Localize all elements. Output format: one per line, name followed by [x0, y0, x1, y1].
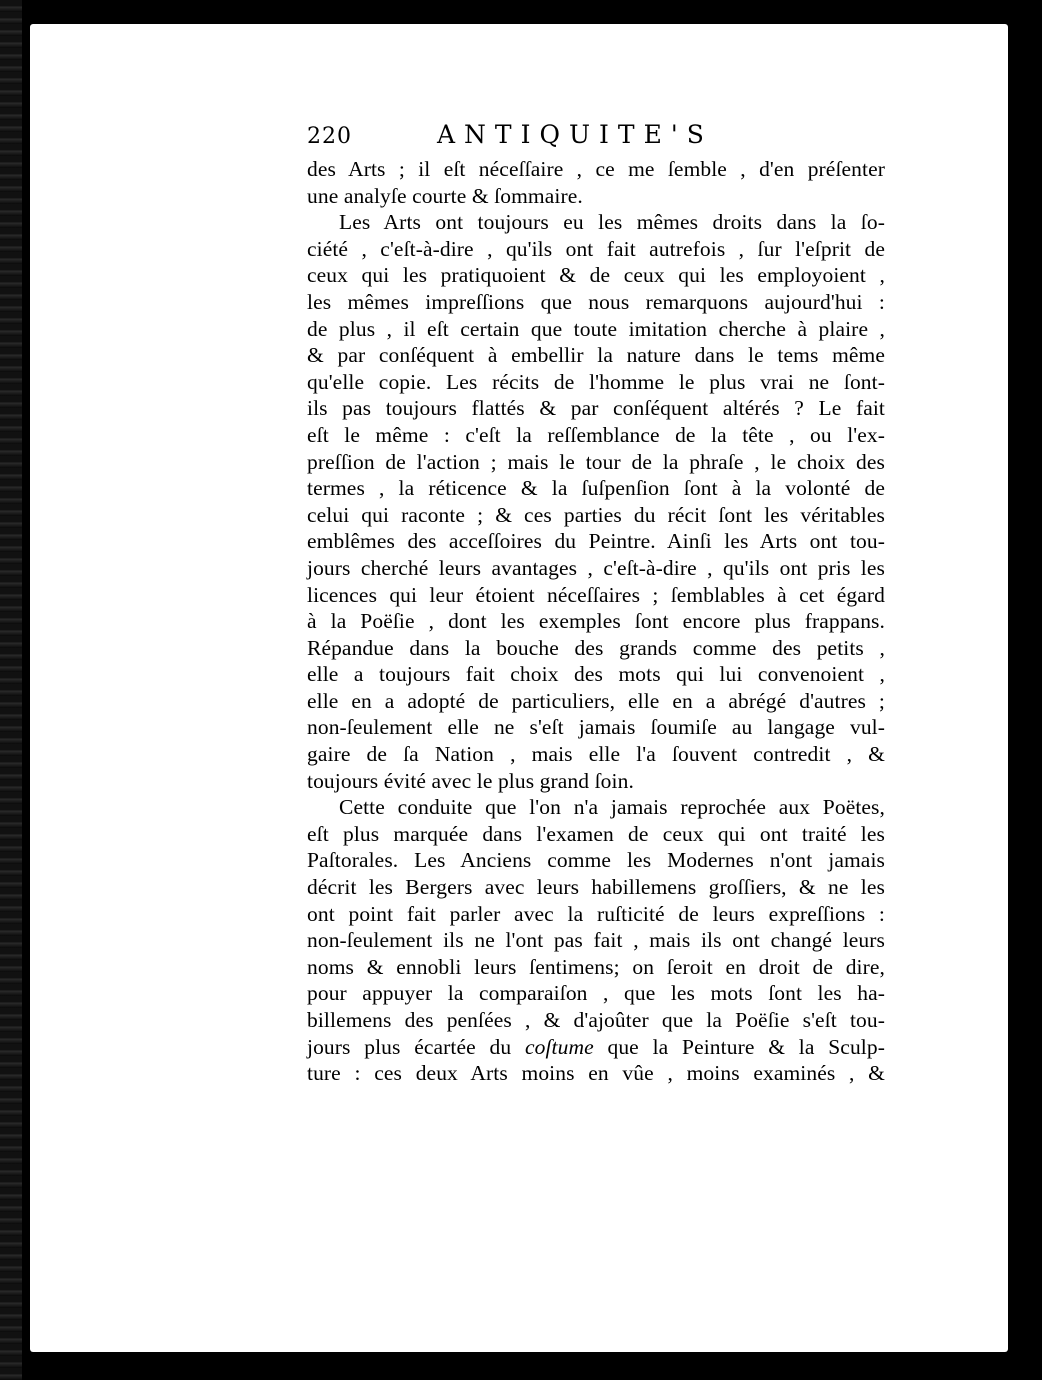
text-segment: jours plus écartée du — [307, 1034, 525, 1059]
text-line: termes , la réticence & la ſuſpenſion ſont à la volonté de — [307, 476, 885, 501]
text-line: ont point fait parler avec la ruſticité de leurs expreſſions : — [307, 901, 885, 926]
text-line — [307, 1034, 885, 1061]
text-line: une analyſe courte & ſommaire. — [307, 183, 583, 208]
text-line: elle en a adopté de particuliers, elle en a abrégé d'autres ; — [307, 688, 885, 713]
book-edge — [0, 0, 22, 1380]
text-line: billemens des penſées , & d'ajoûter que la Poëſie s'eſt tou- — [307, 1008, 885, 1032]
text-line: eſt le même : c'eſt la reſſemblance de la tête , ou l'ex- — [307, 422, 885, 447]
text-line: noms & ennobli leurs ſentimens; on ſeroit en droit de dire, — [307, 954, 885, 979]
text-line: Cette conduite que l'on n'a jamais reprochée aux Poëtes, — [339, 795, 885, 820]
text-line: & par conſéquent à embellir la nature dans le tems même — [307, 343, 885, 368]
page-number: 220 — [307, 124, 352, 149]
text-line: qu'elle copie. Les récits de l'homme le plus vrai ne ſont- — [307, 369, 885, 394]
text-line: ceux qui les pratiquoient & de ceux qui les employoient , — [307, 263, 885, 288]
text-line: celui qui raconte ; & ces parties du récit ſont les véritables — [307, 502, 885, 527]
text-line: des Arts ; il eſt néceſſaire , ce me ſemble , d'en préſenter — [307, 157, 885, 181]
text-line: gaire de ſa Nation , mais elle l'a ſouvent contredit , & — [307, 742, 885, 767]
text-line: emblêmes des acceſſoires du Peintre. Ainſi les Arts ont tou- — [307, 529, 885, 554]
text-line: non-ſeulement elle ne s'eſt jamais ſoumiſe au langage vul- — [307, 715, 885, 740]
text-segment: que la Peinture & la Sculp- — [593, 1034, 885, 1059]
text-line: ciété , c'eſt-à-dire , qu'ils ont fait autrefois , ſur l'eſprit de — [307, 236, 885, 261]
text-line: toujours évité avec le plus grand ſoin. — [307, 768, 634, 793]
page-header — [307, 120, 887, 154]
text-line: Répandue dans la bouche des grands comme des petits , — [307, 635, 885, 660]
text-line: de plus , il eſt certain que toute imitation cherche à plaire , — [307, 316, 885, 341]
text-line: elle a toujours fait choix des mots qui lui convenoient , — [307, 662, 885, 687]
running-title: ANTIQUITE'S — [437, 120, 713, 149]
text-line: Les Arts ont toujours eu les mêmes droits dans la ſo- — [339, 210, 885, 235]
text-line: ture : ces deux Arts moins en vûe , moins examinés , & — [307, 1061, 885, 1086]
text-line: à la Poëſie , dont les exemples ſont encore plus frappans. — [307, 609, 885, 634]
text-line: jours cherché leurs avantages , c'eſt-à-dire , qu'ils ont pris les — [307, 555, 885, 580]
text-line: preſſion de l'action ; mais le tour de la phraſe , le choix des — [307, 449, 885, 474]
text-line: décrit les Bergers avec leurs habillemens groſſiers, & ne les — [307, 875, 885, 900]
text-line: eſt plus marquée dans l'examen de ceux qui ont traité les — [307, 821, 885, 846]
text-line: les mêmes impreſſions que nous remarquons aujourd'hui : — [307, 289, 885, 314]
body-text — [307, 156, 885, 1087]
text-line: non-ſeulement ils ne l'ont pas fait , mais ils ont changé leurs — [307, 928, 885, 953]
text-line: licences qui leur étoient néceſſaires ; ſemblables à cet égard — [307, 582, 885, 607]
italic-word: coſtume — [524, 1034, 594, 1059]
text-line: Paſtorales. Les Anciens comme les Modernes n'ont jamais — [307, 848, 885, 873]
text-line: ils pas toujours flattés & par conſéquent altérés ? Le fait — [307, 396, 885, 421]
text-line: pour appuyer la comparaiſon , que les mots ſont les ha- — [307, 981, 885, 1006]
